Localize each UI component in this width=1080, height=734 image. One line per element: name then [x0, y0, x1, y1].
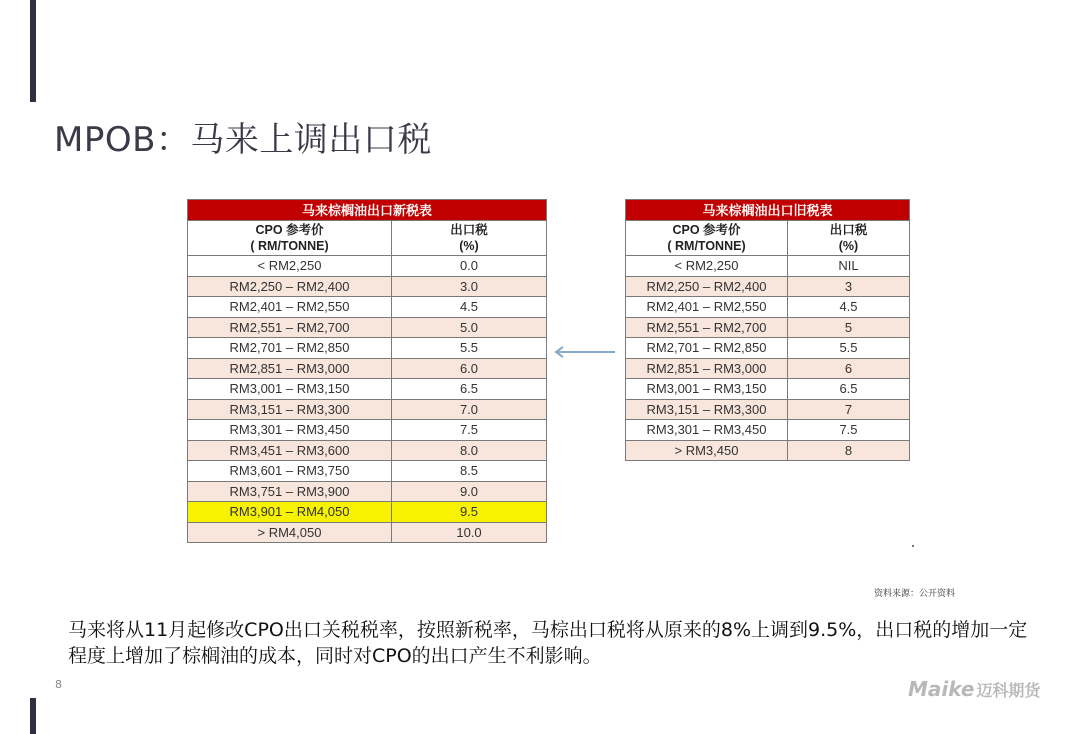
old-tax-table [625, 199, 910, 461]
new-table-row [188, 420, 547, 441]
new-table-tax-rate-cell: 0.0 [392, 256, 547, 277]
summary-text: 马来将从11月起修改CPO出口关税税率，按照新税率，马棕出口税将从原来的8%上调到9.5%，出口税的增加一定程度上增加了棕榈油的成本，同时对CPO的出口产生不利影响。 [68, 619, 1028, 667]
new-table-row [188, 317, 547, 338]
old-table-rate-header: 出口税 (%) [788, 221, 910, 256]
stray-mark [912, 545, 914, 547]
new-table-price-range-cell: RM3,751 – RM3,900 [188, 481, 392, 502]
old-table-tax-rate-cell: 6 [788, 358, 910, 379]
new-table-tax-rate-cell: 9.5 [392, 502, 547, 523]
old-table-tax-rate-cell: 6.5 [788, 379, 910, 400]
new-table-price-range-cell: RM2,701 – RM2,850 [188, 338, 392, 359]
new-table-rate-header: 出口税 (%) [392, 221, 547, 256]
new-table-row [188, 358, 547, 379]
old-table-price-range-cell: RM3,301 – RM3,450 [626, 420, 788, 441]
new-table-caption: 马来棕榈油出口新税表 [188, 200, 547, 221]
new-table-tax-rate-cell: 5.5 [392, 338, 547, 359]
new-table-row [188, 276, 547, 297]
old-table-price-range-cell: RM3,151 – RM3,300 [626, 399, 788, 420]
page-title: MPOB：马来上调出口税 [54, 120, 432, 160]
new-table-price-range-cell: < RM2,250 [188, 256, 392, 277]
old-table-row [626, 420, 910, 441]
new-table-tax-rate-cell: 7.0 [392, 399, 547, 420]
new-table-tax-rate-cell: 7.5 [392, 420, 547, 441]
new-table-tax-rate-cell: 8.0 [392, 440, 547, 461]
old-table-row [626, 276, 910, 297]
new-table-row [188, 502, 547, 523]
new-table-row [188, 297, 547, 318]
new-table-tax-rate-cell: 4.5 [392, 297, 547, 318]
new-table-price-range-cell: RM3,901 – RM4,050 [188, 502, 392, 523]
old-table-tax-rate-cell: 7.5 [788, 420, 910, 441]
new-table-price-range-cell: RM2,401 – RM2,550 [188, 297, 392, 318]
old-table-price-header: CPO 参考价 ( RM/TONNE) [626, 221, 788, 256]
old-table-tax-rate-cell: 4.5 [788, 297, 910, 318]
new-table-price-range-cell: RM2,551 – RM2,700 [188, 317, 392, 338]
old-table-price-range-cell: > RM3,450 [626, 440, 788, 461]
new-table-row [188, 256, 547, 277]
new-table-row [188, 461, 547, 482]
new-table-row [188, 379, 547, 400]
old-table-tax-rate-cell: 7 [788, 399, 910, 420]
old-table-price-range-cell: < RM2,250 [626, 256, 788, 277]
new-table-price-range-cell: RM2,250 – RM2,400 [188, 276, 392, 297]
old-table-row [626, 440, 910, 461]
new-table-row [188, 481, 547, 502]
old-table-tax-rate-cell: 5.5 [788, 338, 910, 359]
new-table-price-range-cell: > RM4,050 [188, 522, 392, 543]
old-table-row [626, 399, 910, 420]
arrow-left-icon [552, 345, 618, 359]
new-tax-table [187, 199, 547, 543]
new-table-row [188, 338, 547, 359]
old-table-row [626, 379, 910, 400]
new-table-tax-rate-cell: 10.0 [392, 522, 547, 543]
old-table-caption: 马来棕榈油出口旧税表 [626, 200, 910, 221]
bottom-accent-bar [30, 698, 36, 734]
new-table-row [188, 522, 547, 543]
old-table-row [626, 256, 910, 277]
new-table-tax-rate-cell: 8.5 [392, 461, 547, 482]
old-table-tax-rate-cell: 8 [788, 440, 910, 461]
new-table-tax-rate-cell: 5.0 [392, 317, 547, 338]
new-table-price-range-cell: RM3,601 – RM3,750 [188, 461, 392, 482]
old-table-tax-rate-cell: 3 [788, 276, 910, 297]
new-table-price-header: CPO 参考价 ( RM/TONNE) [188, 221, 392, 256]
old-table-row [626, 317, 910, 338]
new-table-tax-rate-cell: 3.0 [392, 276, 547, 297]
old-table-tax-rate-cell: 5 [788, 317, 910, 338]
top-accent-bar [30, 0, 36, 102]
source-note: 资料来源：公开资料 [874, 589, 956, 599]
new-table-row [188, 399, 547, 420]
new-table-price-range-cell: RM3,151 – RM3,300 [188, 399, 392, 420]
new-table-row [188, 440, 547, 461]
old-table-row [626, 297, 910, 318]
old-table-price-range-cell: RM2,250 – RM2,400 [626, 276, 788, 297]
old-table-row [626, 338, 910, 359]
page-number: 8 [55, 678, 62, 691]
old-table-price-range-cell: RM2,701 – RM2,850 [626, 338, 788, 359]
old-table-price-range-cell: RM2,551 – RM2,700 [626, 317, 788, 338]
new-table-price-range-cell: RM3,451 – RM3,600 [188, 440, 392, 461]
old-table-price-range-cell: RM2,401 – RM2,550 [626, 297, 788, 318]
new-table-price-range-cell: RM2,851 – RM3,000 [188, 358, 392, 379]
old-table-row [626, 358, 910, 379]
old-table-price-range-cell: RM2,851 – RM3,000 [626, 358, 788, 379]
old-table-price-range-cell: RM3,001 – RM3,150 [626, 379, 788, 400]
old-table-tax-rate-cell: NIL [788, 256, 910, 277]
new-table-tax-rate-cell: 9.0 [392, 481, 547, 502]
new-table-tax-rate-cell: 6.5 [392, 379, 547, 400]
new-table-price-range-cell: RM3,001 – RM3,150 [188, 379, 392, 400]
new-table-price-range-cell: RM3,301 – RM3,450 [188, 420, 392, 441]
maike-logo: Maike 迈科期货 [908, 677, 1041, 701]
new-table-tax-rate-cell: 6.0 [392, 358, 547, 379]
